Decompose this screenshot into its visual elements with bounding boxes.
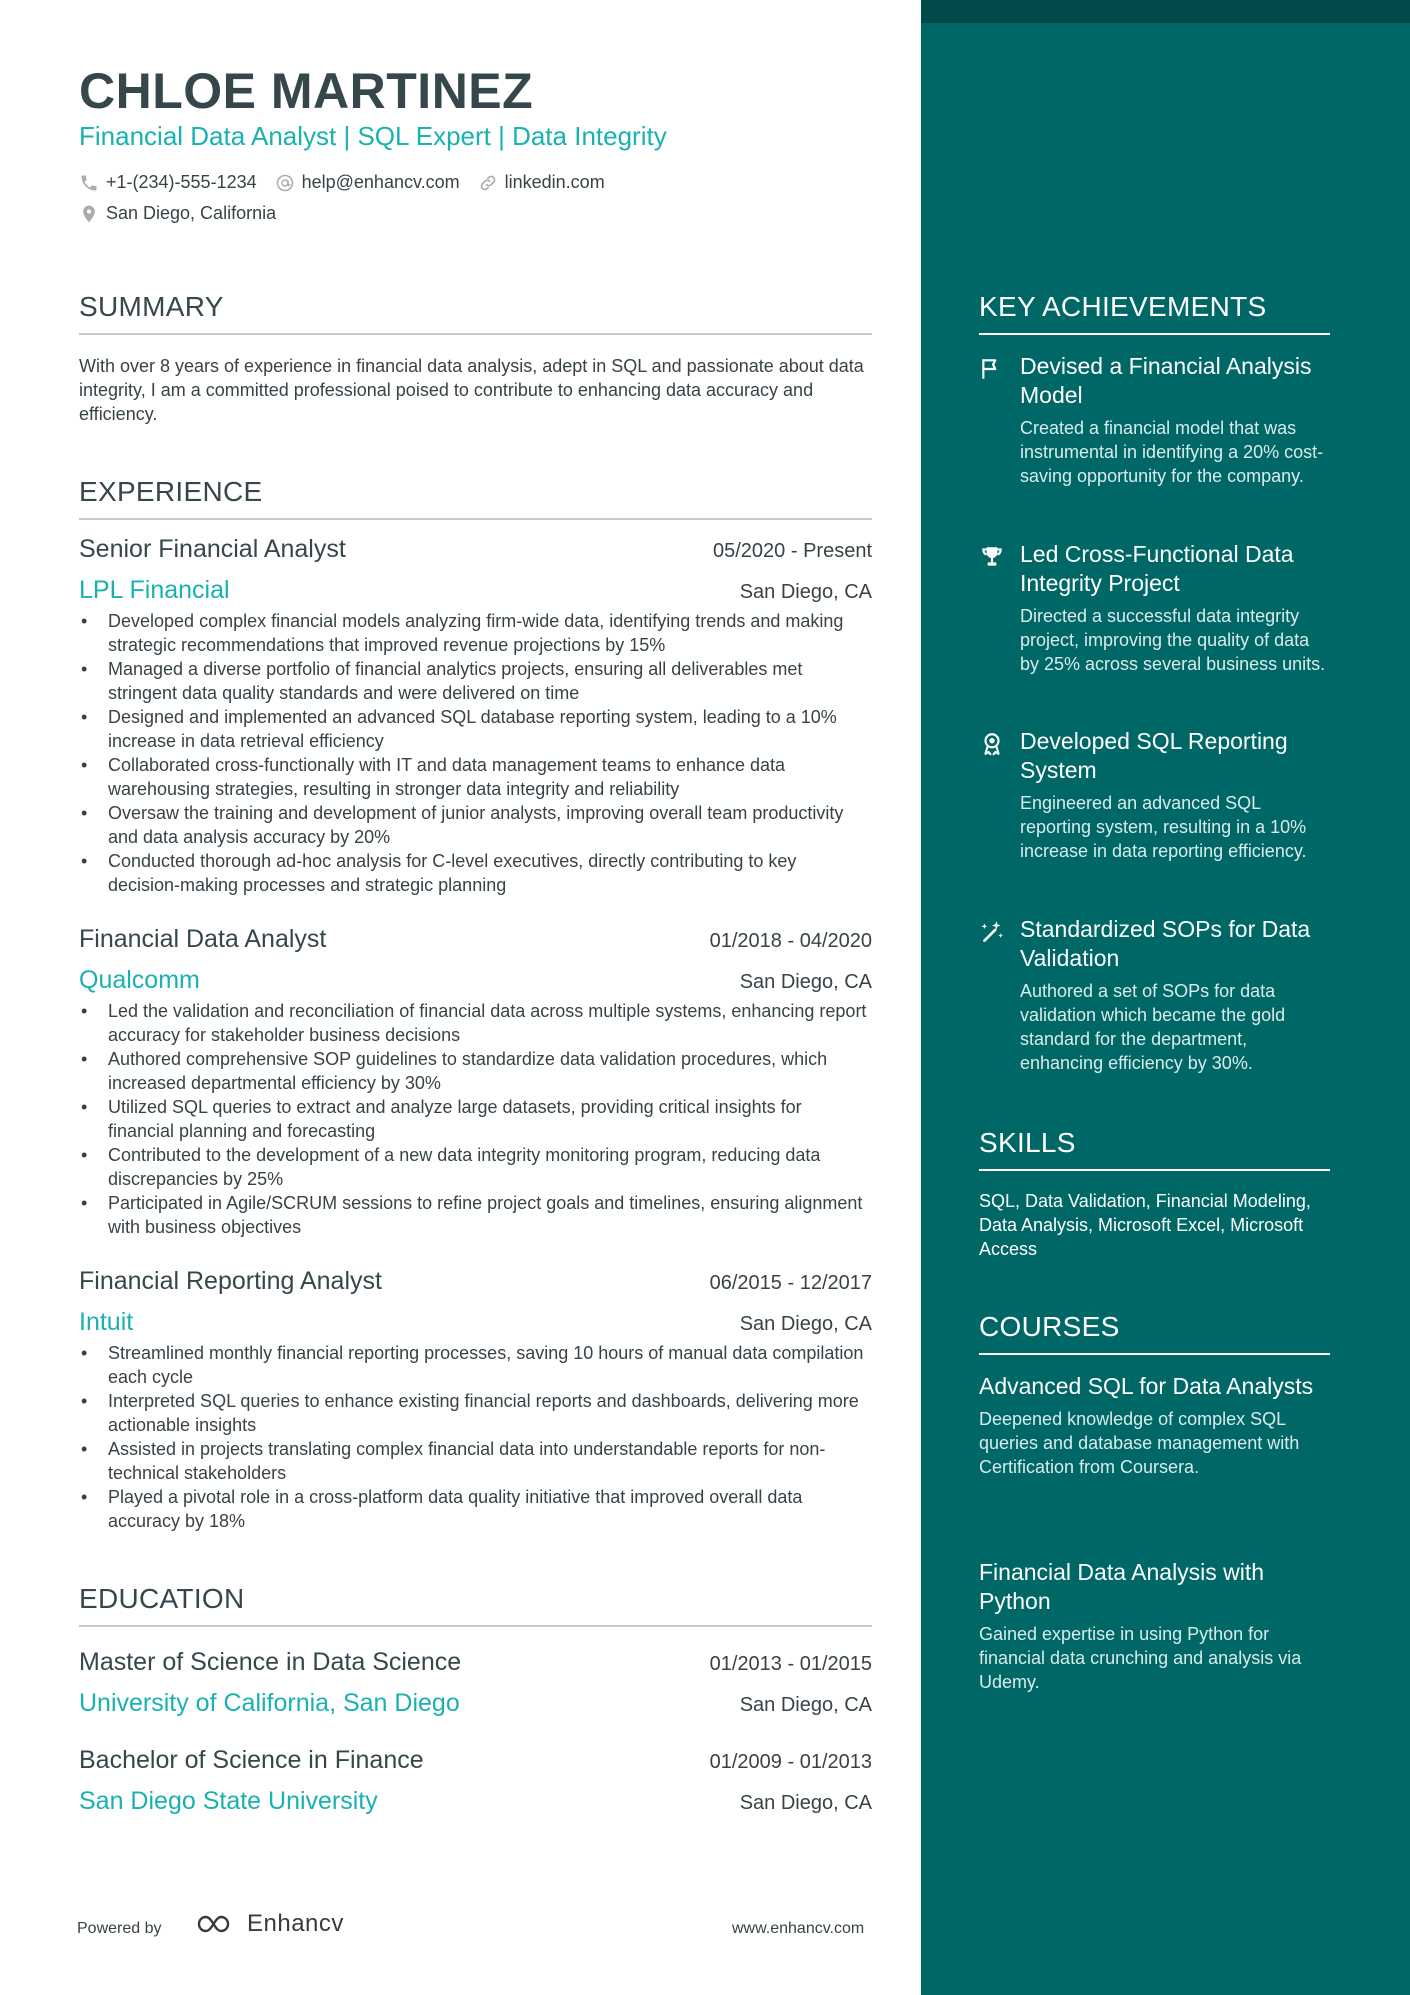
job-title: Financial Reporting Analyst [79, 1267, 382, 1295]
bullet-item: • Played a pivotal role in a cross-platform data quality initiative that improved overall data accuracy by 18% [79, 1485, 872, 1533]
education-entry [79, 1746, 872, 1816]
achievement-item [979, 352, 1330, 488]
bullet-item: • Developed complex financial models analyzing firm-wide data, identifying trends and making strategic recommendations that improved revenue projections by 15% [79, 609, 872, 657]
education-location: San Diego, CA [739, 1792, 872, 1814]
phone-text: +1-(234)-555-1234 [106, 172, 257, 192]
course-title: Financial Data Analysis with Python [979, 1559, 1265, 1614]
education-location: San Diego, CA [739, 1694, 872, 1716]
experience-entry [79, 925, 872, 1239]
footer-url[interactable]: www.enhancv.com [732, 1920, 865, 1937]
candidate-name: CHLOE MARTINEZ [79, 63, 534, 119]
education-entry [79, 1648, 872, 1718]
at-icon [275, 173, 295, 193]
education-heading: EDUCATION [79, 1583, 872, 1627]
education-dates: 01/2013 - 01/2015 [709, 1653, 872, 1675]
course-title: Advanced SQL for Data Analysts [979, 1373, 1314, 1399]
achievement-title: Standardized SOPs for Data Validation [1020, 916, 1311, 971]
contact-linkedin[interactable] [478, 172, 605, 193]
sidebar-top-bar [921, 0, 1410, 23]
bullet-item: • Assisted in projects translating complex financial data into understandable reports for non-technical stakeholders [79, 1437, 872, 1485]
job-dates: 06/2015 - 12/2017 [709, 1272, 872, 1294]
company-name: LPL Financial [79, 576, 230, 604]
experience-heading: EXPERIENCE [79, 476, 872, 520]
linkedin-text: linkedin.com [504, 172, 605, 192]
job-title: Financial Data Analyst [79, 925, 327, 953]
company-name: Qualcomm [79, 966, 200, 994]
degree-title: Master of Science in Data Science [79, 1648, 462, 1676]
bullet-item: • Led the validation and reconciliation of financial data across multiple systems, enhancing report accuracy for stakeholder business decisions [79, 999, 872, 1047]
job-bullets [79, 1341, 872, 1533]
contact-phone [79, 172, 257, 193]
achievements-heading: KEY ACHIEVEMENTS [979, 291, 1330, 335]
contact-row-secondary [79, 203, 294, 224]
job-dates: 05/2020 - Present [713, 540, 872, 562]
medal-icon [979, 731, 1005, 757]
courses-heading: COURSES [979, 1311, 1330, 1355]
bullet-item: • Participated in Agile/SCRUM sessions to refine project goals and timelines, ensuring alignment with business objectives [79, 1191, 872, 1239]
flag-icon [979, 356, 1005, 382]
achievement-title: Developed SQL Reporting System [1020, 728, 1288, 783]
experience-entry [79, 1267, 872, 1533]
summary-text: With over 8 years of experience in financial data analysis, adept in SQL and passionate about data integrity, I am a committed professional poised to contribute to enhancing data accuracy and efficiency. [79, 356, 864, 424]
footer-brand: Enhancv [247, 1910, 344, 1937]
job-location: San Diego, CA [739, 1313, 872, 1335]
summary-heading: SUMMARY [79, 291, 872, 335]
achievement-item [979, 727, 1330, 863]
education-dates: 01/2009 - 01/2013 [709, 1751, 872, 1773]
footer-logo[interactable] [195, 1910, 344, 1938]
candidate-title: Financial Data Analyst | SQL Expert | Data Integrity [79, 121, 667, 151]
achievement-desc: Created a financial model that was instrumental in identifying a 20% cost-saving opportunity for the company. [1020, 418, 1324, 486]
link-icon [478, 173, 498, 193]
course-item [979, 1372, 1330, 1479]
wand-icon [979, 919, 1005, 945]
school-name: San Diego State University [79, 1787, 378, 1815]
email-text: help@enhancv.com [301, 172, 460, 192]
phone-icon [79, 173, 99, 193]
job-title: Senior Financial Analyst [79, 535, 346, 563]
achievement-desc: Authored a set of SOPs for data validation which became the gold standard for the department, enhancing efficiency by 30%. [1020, 981, 1286, 1073]
bullet-item: • Interpreted SQL queries to enhance existing financial reports and dashboards, delivering more actionable insights [79, 1389, 872, 1437]
school-name: University of California, San Diego [79, 1689, 460, 1717]
job-dates: 01/2018 - 04/2020 [709, 930, 872, 952]
skills-heading: SKILLS [979, 1127, 1330, 1171]
job-bullets [79, 609, 872, 897]
achievement-title: Led Cross-Functional Data Integrity Project [1020, 541, 1294, 596]
company-name: Intuit [79, 1308, 134, 1336]
bullet-item: • Streamlined monthly financial reporting processes, saving 10 hours of manual data compilation each cycle [79, 1341, 872, 1389]
location-pin-icon [79, 204, 99, 224]
contact-location [79, 203, 276, 224]
bullet-item: • Utilized SQL queries to extract and analyze large datasets, providing critical insights for financial planning and forecasting [79, 1095, 872, 1143]
contact-email[interactable] [275, 172, 460, 193]
trophy-icon [979, 544, 1005, 570]
achievement-item [979, 915, 1330, 1075]
bullet-item: • Designed and implemented an advanced SQL database reporting system, leading to a 10% increase in data retrieval efficiency [79, 705, 872, 753]
bullet-item: • Collaborated cross-functionally with IT and data management teams to enhance data warehousing strategies, resulting in stronger data integrity and reliability [79, 753, 872, 801]
achievement-title: Devised a Financial Analysis Model [1020, 353, 1312, 408]
achievement-item [979, 540, 1330, 676]
bullet-item: • Oversaw the training and development of junior analysts, improving overall team productivity and data analysis accuracy by 20% [79, 801, 872, 849]
degree-title: Bachelor of Science in Finance [79, 1746, 424, 1774]
bullet-item: • Managed a diverse portfolio of financial analytics projects, ensuring all deliverables met stringent data quality standards and were delivered on time [79, 657, 872, 705]
bullet-item: • Contributed to the development of a new data integrity monitoring program, reducing data discrepancies by 25% [79, 1143, 872, 1191]
job-location: San Diego, CA [739, 971, 872, 993]
course-desc: Gained expertise in using Python for financial data crunching and analysis via Udemy. [979, 1624, 1302, 1692]
skills-text: SQL, Data Validation, Financial Modeling, Data Analysis, Microsoft Excel, Microsoft Access [979, 1191, 1311, 1259]
achievement-desc: Directed a successful data integrity project, improving the quality of data by 25% across several business units. [1020, 606, 1326, 674]
experience-entry [79, 535, 872, 897]
bullet-item: • Conducted thorough ad-hoc analysis for C-level executives, directly contributing to key decision-making processes and strategic planning [79, 849, 872, 897]
job-location: San Diego, CA [739, 581, 872, 603]
job-bullets [79, 999, 872, 1239]
achievement-desc: Engineered an advanced SQL reporting system, resulting in a 10% increase in data reporting efficiency. [1020, 793, 1307, 861]
contact-row-primary [79, 172, 623, 193]
location-text: San Diego, California [106, 203, 277, 223]
enhancv-logo-icon [195, 1912, 239, 1936]
bullet-item: • Authored comprehensive SOP guidelines to standardize data validation procedures, which increased departmental efficiency by 30% [79, 1047, 872, 1095]
course-desc: Deepened knowledge of complex SQL queries and database management with Certification from Coursera. [979, 1409, 1300, 1477]
course-item [979, 1558, 1330, 1694]
footer-powered-by: Powered by [77, 1920, 162, 1937]
